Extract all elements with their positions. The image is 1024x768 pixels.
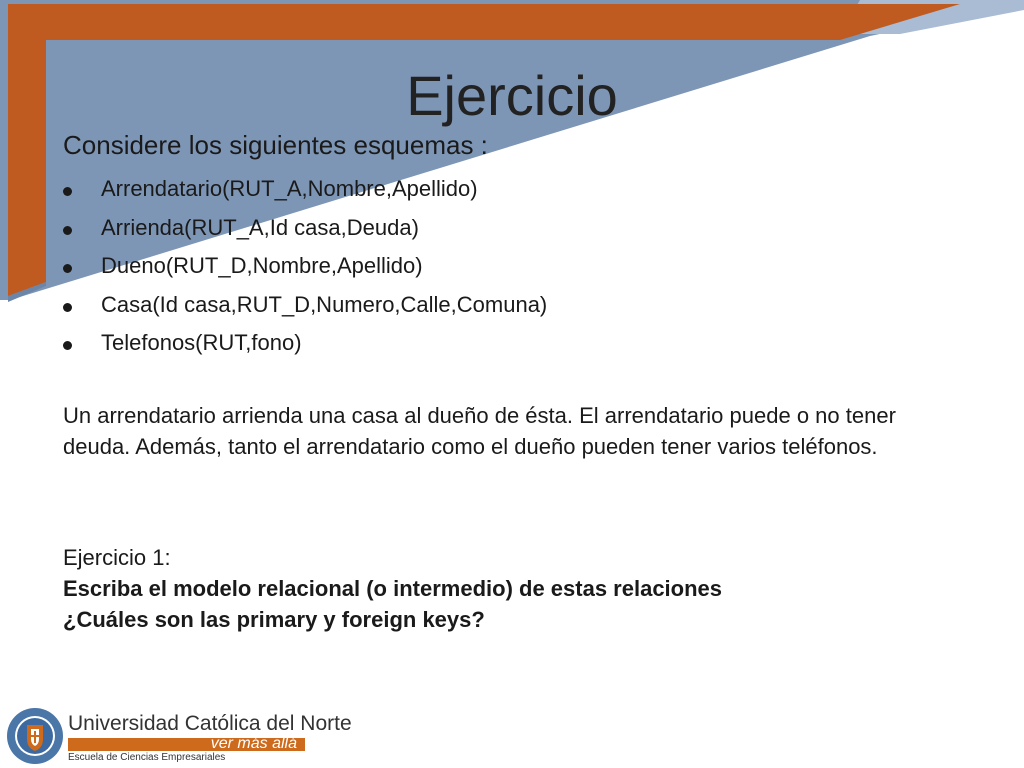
- university-seal-icon: [6, 707, 64, 765]
- schema-item-text: Arrienda(RUT_A,Id casa,Deuda): [101, 214, 419, 240]
- university-name: Universidad Católica del Norte: [68, 712, 352, 735]
- exercise-block: [63, 542, 963, 635]
- exercise-task: Escriba el modelo relacional (o intermedio) de estas relaciones: [63, 576, 723, 601]
- bullet-icon: [63, 303, 72, 312]
- schema-item-text: Arrendatario(RUT_A,Nombre,Apellido): [101, 176, 478, 201]
- schema-item-text: Dueno(RUT_D,Nombre,Apellido): [101, 253, 423, 278]
- school-name: Escuela de Ciencias Empresariales: [68, 752, 226, 763]
- bullet-icon: [63, 264, 72, 273]
- bullet-icon: [63, 341, 72, 350]
- schema-item-text: Telefonos(RUT,fono): [101, 330, 302, 355]
- exercise-question: ¿Cuáles son las primary y foreign keys?: [63, 607, 485, 632]
- intro-text: Considere los siguientes esquemas :: [63, 130, 488, 160]
- university-logo: [6, 705, 352, 765]
- university-tagline: ver más allá: [210, 735, 297, 752]
- schema-item-text: Casa(Id casa,RUT_D,Numero,Calle,Comuna): [101, 291, 548, 317]
- tagline-bar: [68, 735, 305, 752]
- bullet-icon: [63, 226, 72, 235]
- exercise-label: Ejercicio 1:: [63, 545, 171, 570]
- slide-title: Ejercicio: [406, 64, 618, 127]
- description-paragraph: Un arrendatario arrienda una casa al dueño de ésta. El arrendatario puede o no tener deuda. Además, tanto el arrendatario como el dueño pueden tener varios teléfonos.: [63, 403, 896, 459]
- bullet-icon: [63, 187, 72, 196]
